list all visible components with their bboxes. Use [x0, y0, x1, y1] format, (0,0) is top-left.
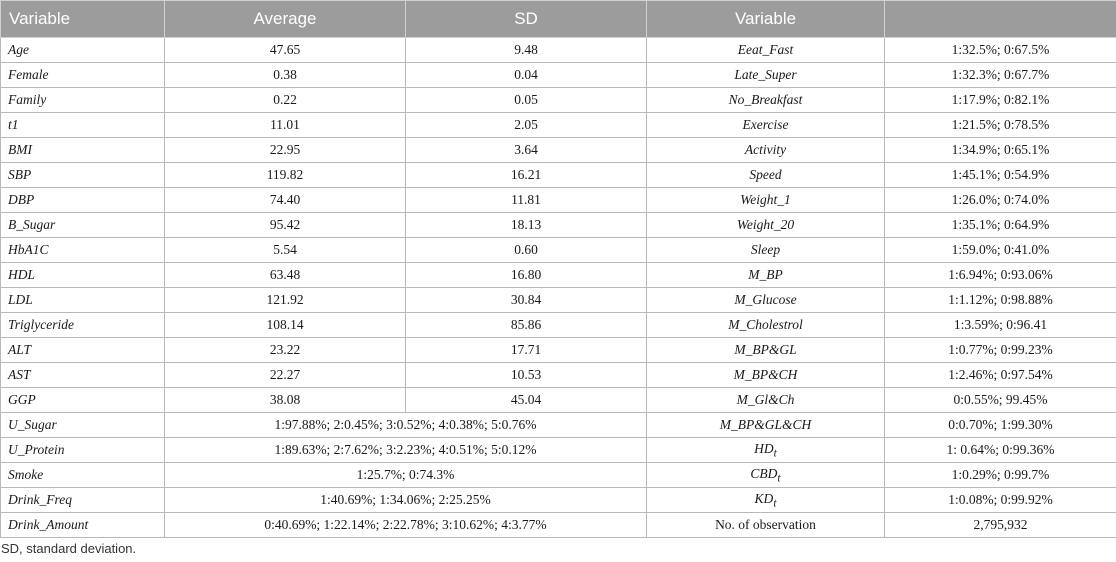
sd-cell: 30.84 [406, 288, 647, 313]
variable-name-cell: Family [1, 88, 165, 113]
variable-name: Late_Super [734, 67, 797, 82]
value-cell: 1: 0.64%; 0:99.36% [885, 438, 1116, 463]
table-row [1, 413, 1116, 438]
value-cell: 1:17.9%; 0:82.1% [885, 88, 1116, 113]
variable-name: Weight_20 [736, 217, 795, 232]
distribution-cell: 1:89.63%; 2:7.62%; 3:2.23%; 4:0.51%; 5:0.12% [165, 438, 647, 463]
variable-name: CBD [750, 465, 778, 481]
variable-name-cell [647, 513, 885, 538]
column-header: Average [165, 1, 406, 38]
variable-name-cell: SBP [1, 163, 165, 188]
table-row [1, 513, 1116, 538]
sd-cell: 0.04 [406, 63, 647, 88]
variable-name-cell [647, 463, 885, 488]
average-cell: 0.22 [165, 88, 406, 113]
table-row [1, 388, 1116, 413]
variable-name-cell [647, 188, 885, 213]
table-row [1, 38, 1116, 63]
value-cell: 2,795,932 [885, 513, 1116, 538]
average-cell: 63.48 [165, 263, 406, 288]
table-row [1, 263, 1116, 288]
value-cell: 0:0.55%; 99.45% [885, 388, 1116, 413]
distribution-cell: 1:25.7%; 0:74.3% [165, 463, 647, 488]
distribution-cell: 1:40.69%; 1:34.06%; 2:25.25% [165, 488, 647, 513]
distribution-cell: 0:40.69%; 1:22.14%; 2:22.78%; 3:10.62%; 4:3.77% [165, 513, 647, 538]
variable-name: M_BP&GL [734, 342, 797, 357]
variable-name-cell: Female [1, 63, 165, 88]
value-cell: 1:32.5%; 0:67.5% [885, 38, 1116, 63]
sd-cell: 85.86 [406, 313, 647, 338]
average-cell: 38.08 [165, 388, 406, 413]
average-cell: 119.82 [165, 163, 406, 188]
variable-subscript: t [773, 497, 777, 510]
column-header: Variable [647, 1, 885, 38]
variable-name: Weight_1 [740, 192, 791, 207]
variable-name-cell [647, 263, 885, 288]
sd-cell: 16.21 [406, 163, 647, 188]
variable-name: M_Glucose [734, 292, 797, 307]
variable-name-cell: DBP [1, 188, 165, 213]
value-cell: 1:3.59%; 0:96.41 [885, 313, 1116, 338]
table-row [1, 438, 1116, 463]
table-row [1, 113, 1116, 138]
table-body [1, 38, 1116, 538]
variable-name: Exercise [742, 117, 789, 132]
sd-cell: 9.48 [406, 38, 647, 63]
average-cell: 22.95 [165, 138, 406, 163]
column-header: SD [406, 1, 647, 38]
value-cell: 1:26.0%; 0:74.0% [885, 188, 1116, 213]
variable-name-cell: B_Sugar [1, 213, 165, 238]
value-cell: 1:59.0%; 0:41.0% [885, 238, 1116, 263]
table-row [1, 338, 1116, 363]
value-cell: 1:6.94%; 0:93.06% [885, 263, 1116, 288]
table-row [1, 213, 1116, 238]
table-row [1, 363, 1116, 388]
average-cell: 121.92 [165, 288, 406, 313]
table-row [1, 488, 1116, 513]
variable-name-cell [647, 388, 885, 413]
sd-cell: 3.64 [406, 138, 647, 163]
value-cell: 0:0.70%; 1:99.30% [885, 413, 1116, 438]
average-cell: 74.40 [165, 188, 406, 213]
variable-name-cell: AST [1, 363, 165, 388]
variable-name: M_Cholestrol [728, 317, 803, 332]
table-row [1, 138, 1116, 163]
variable-name-cell [647, 238, 885, 263]
variable-name: Speed [749, 167, 782, 182]
variable-name-cell: HDL [1, 263, 165, 288]
distribution-cell: 1:97.88%; 2:0.45%; 3:0.52%; 4:0.38%; 5:0.76% [165, 413, 647, 438]
variable-name-cell [647, 63, 885, 88]
variable-name-cell: Age [1, 38, 165, 63]
variable-name: HD [754, 440, 774, 456]
value-cell: 1:0.08%; 0:99.92% [885, 488, 1116, 513]
variable-name-cell [647, 313, 885, 338]
variable-name-cell [647, 438, 885, 463]
table-header [1, 1, 1116, 38]
table-row [1, 288, 1116, 313]
average-cell: 5.54 [165, 238, 406, 263]
value-cell: 1:21.5%; 0:78.5% [885, 113, 1116, 138]
table-row [1, 188, 1116, 213]
variable-name: KD [754, 490, 774, 506]
table-row [1, 88, 1116, 113]
table-row [1, 463, 1116, 488]
variable-name-cell [647, 88, 885, 113]
sd-cell: 11.81 [406, 188, 647, 213]
variable-name-cell [647, 138, 885, 163]
variable-name-cell [647, 488, 885, 513]
variable-name-cell: BMI [1, 138, 165, 163]
variable-name-cell: Drink_Freq [1, 488, 165, 513]
variable-name-cell: Triglyceride [1, 313, 165, 338]
variable-name-cell: ALT [1, 338, 165, 363]
value-cell: 1:2.46%; 0:97.54% [885, 363, 1116, 388]
variable-name-cell: U_Protein [1, 438, 165, 463]
average-cell: 47.65 [165, 38, 406, 63]
variable-name: M_BP&GL&CH [719, 417, 812, 432]
column-header [885, 1, 1116, 38]
variable-name-cell [647, 363, 885, 388]
table-row [1, 313, 1116, 338]
table-row [1, 63, 1116, 88]
value-cell: 1:35.1%; 0:64.9% [885, 213, 1116, 238]
variable-name-cell: LDL [1, 288, 165, 313]
variable-name: No. of observation [715, 517, 816, 532]
sd-cell: 2.05 [406, 113, 647, 138]
header-row [1, 1, 1116, 38]
variable-name: M_BP [748, 267, 783, 282]
average-cell: 11.01 [165, 113, 406, 138]
variable-name: Activity [744, 142, 787, 157]
average-cell: 95.42 [165, 213, 406, 238]
average-cell: 0.38 [165, 63, 406, 88]
value-cell: 1:45.1%; 0:54.9% [885, 163, 1116, 188]
variable-name-cell: Smoke [1, 463, 165, 488]
sd-cell: 16.80 [406, 263, 647, 288]
variable-name-cell: t1 [1, 113, 165, 138]
footnote: SD, standard deviation. [1, 541, 137, 556]
value-cell: 1:32.3%; 0:67.7% [885, 63, 1116, 88]
variable-name-cell: GGP [1, 388, 165, 413]
variable-subscript: t [777, 472, 781, 485]
variable-name-cell: U_Sugar [1, 413, 165, 438]
table-row [1, 238, 1116, 263]
variable-name-cell [647, 163, 885, 188]
variable-name-cell [647, 338, 885, 363]
value-cell: 1:0.77%; 0:99.23% [885, 338, 1116, 363]
table-row [1, 163, 1116, 188]
variable-name-cell: HbA1C [1, 238, 165, 263]
value-cell: 1:34.9%; 0:65.1% [885, 138, 1116, 163]
variable-subscript: t [773, 447, 777, 460]
variable-name-cell: Drink_Amount [1, 513, 165, 538]
variable-name: M_Gl&Ch [736, 392, 795, 407]
value-cell: 1:0.29%; 0:99.7% [885, 463, 1116, 488]
variable-name-cell [647, 213, 885, 238]
variable-name: Sleep [750, 242, 781, 257]
variable-name: No_Breakfast [728, 92, 803, 107]
sd-cell: 0.60 [406, 238, 647, 263]
sd-cell: 10.53 [406, 363, 647, 388]
sd-cell: 0.05 [406, 88, 647, 113]
variable-name: Eeat_Fast [737, 42, 794, 57]
average-cell: 22.27 [165, 363, 406, 388]
variable-name-cell [647, 38, 885, 63]
sd-cell: 18.13 [406, 213, 647, 238]
average-cell: 108.14 [165, 313, 406, 338]
variable-name-cell [647, 113, 885, 138]
sd-cell: 45.04 [406, 388, 647, 413]
variable-name-cell [647, 288, 885, 313]
value-cell: 1:1.12%; 0:98.88% [885, 288, 1116, 313]
column-header: Variable [1, 1, 165, 38]
variable-name: M_BP&CH [733, 367, 798, 382]
sd-cell: 17.71 [406, 338, 647, 363]
variable-name-cell [647, 413, 885, 438]
average-cell: 23.22 [165, 338, 406, 363]
